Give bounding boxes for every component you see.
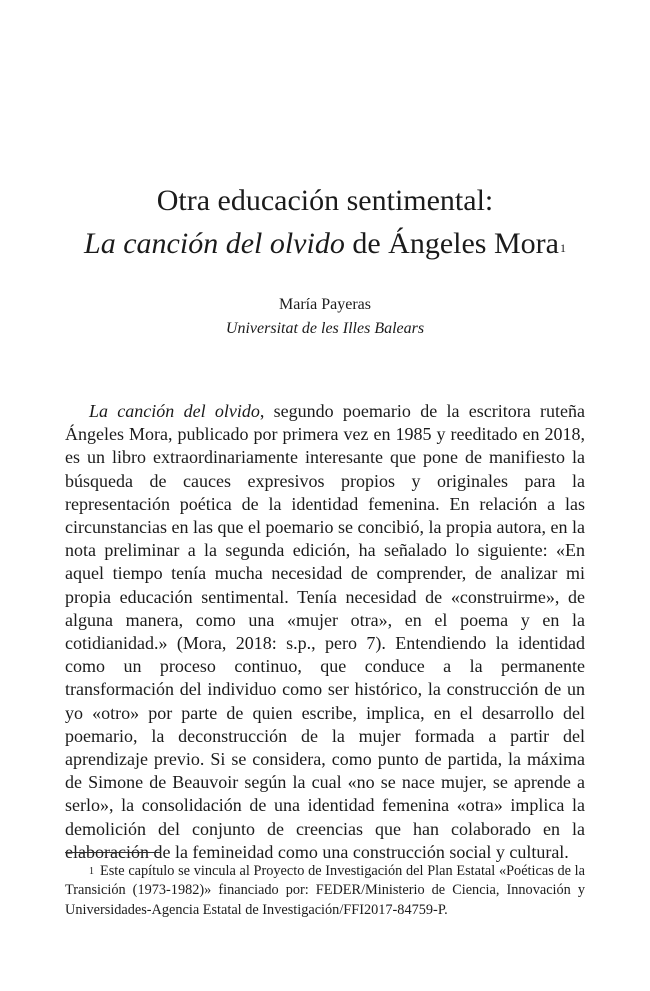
chapter-title-line-1: Otra educación sentimental: — [156, 184, 494, 217]
footnote-reference[interactable]: 1 — [559, 241, 566, 255]
footnote-separator — [65, 852, 161, 853]
footnote — [65, 862, 585, 920]
footnote-text: Este capítulo se vincula al Proyecto de Investigación del Plan Estatal «Poéticas de la Transición (1973-1982)» financiado por: FEDER/Ministerio de Ciencia, Innovación y Universidades-Agencia Estatal de Investigación/FFI2017-84759-P. — [65, 863, 585, 918]
author-affiliation: Universitat de les Illes Balears — [225, 320, 425, 337]
body-text: , segundo poemario de la escritora ruteña Ángeles Mora, publicado por primera vez en 1985 y reeditado en 2018, es un libro extraordinariamente interesante que pone de manifiesto la búsqueda de cauces expresivos propios y originales para la representación poética de la identidad femenina. En relación a las circunstancias en las que el poemario se concibió, la propia autora, en la nota preliminar a la segunda edición, ha señalado lo siguiente: «En aquel tiempo tenía mucha necesidad de comprender, de analizar mi propia educación sentimental. Tenía necesidad de «construirme», de alguna manera, como una «mujer otra», en el poema y en la cotidianidad.» (Mora, 2018: s.p., pero 7). Entendiendo la identidad como un proceso continuo, que conduce a la permanente transformación del individuo como ser histórico, la construcción de un yo «otro» por parte de quien escribe, implica, en el desarrollo del poemario, la deconstrucción de la mujer formada a partir del aprendizaje previo. Si se considera, como punto de partida, la máxima de Simone de Beauvoir según la cual «no se nace mujer, se aprende a serlo», la consolidación de una identidad femenina «otra» implica la demolición del conjunto de creencias que han colaborado en la elaboración de la femineidad como una construcción social y cultural. — [65, 401, 585, 862]
body-italic-lead: La canción del olvido — [89, 401, 260, 421]
body-paragraph — [65, 400, 585, 864]
book-title-italic: La canción del olvido — [84, 227, 345, 260]
chapter-title-line-2 — [40, 226, 610, 262]
title-line-2-rest: de Ángeles Mora — [344, 227, 559, 260]
footnote-number: 1 — [89, 866, 94, 877]
author-name: María Payeras — [279, 296, 371, 313]
